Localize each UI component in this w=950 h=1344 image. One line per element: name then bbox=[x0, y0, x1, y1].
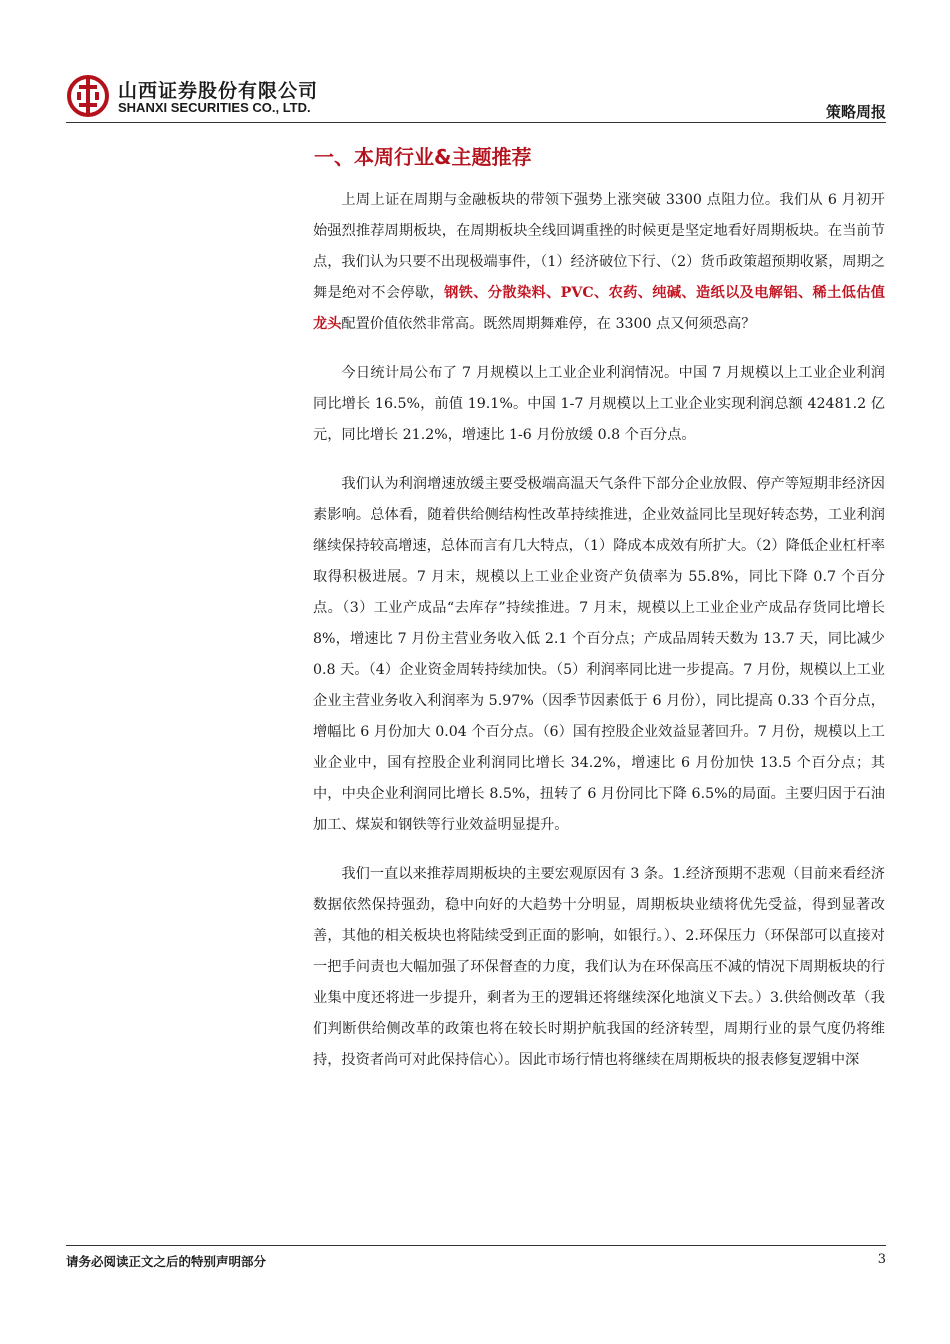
paragraph-4: 我们一直以来推荐周期板块的主要宏观原因有 3 条。1.经济预期不悲观（目前来看经济数据依然保持强劲，稳中向好的大趋势十分明显，周期板块业绩将优先受益，得到显著改善，其他的相关板块也将陆续受到正面的影响，如银行。）、2.环保压力（环保部可以直接对一把手问责也大幅加强了环保督查的力度，我们认为在环保高压不减的情况下周期板块的行业集中度还将进一步提升，剩者为王的逻辑还将继续深化地演义下去。）3.供给侧改革（我们判断供给侧改革的政策也将在较长时期护航我国的经济转型，周期行业的景气度仍将维持，投资者尚可对此保持信心）。因此市场行情也将继续在周期板块的报表修复逻辑中深 bbox=[313, 866, 885, 1068]
paragraph-3: 我们认为利润增速放缓主要受极端高温天气条件下部分企业放假、停产等短期非经济因素影响。总体看，随着供给侧结构性改革持续推进，企业效益同比呈现好转态势，工业利润继续保持较高增速，总体而言有几大特点，（1）降成本成效有所扩大。（2）降低企业杠杆率取得积极进展。7 月末，规模以上工业企业资产负债率为 55.8%，同比下降 0.7 个百分点。（3）工业产成品“去库存”持续推进。7 月末，规模以上工业企业产成品存货同比增长 8%，增速比 7 月份主营业务收入低 2.1 个百分点；产成品周转天数为 13.7 天，同比减少 0.8 天。（4）企业资金周转持续加快。（5）利润率同比进一步提高。7 月份，规模以上工业企业主营业务收入利润率为 5.97%（因季节因素低于 6 月份），同比提高 0.33 个百分点，增幅比 6 月份加大 0.04 个百分点。（6）国有控股企业效益显著回升。7 月份，规模以上工业企业中，国有控股企业利润同比增长 34.2%，增速比 6 月份加快 13.5 个百分点；其中，中央企业利润同比增长 8.5%，扭转了 6 月份同比下降 6.5%的局面。主要归因于石油加工、煤炭和钢铁等行业效益明显提升。 bbox=[313, 476, 885, 833]
page-number: 3 bbox=[877, 1252, 886, 1267]
paragraph-2: 今日统计局公布了 7 月规模以上工业企业利润情况。中国 7 月规模以上工业企业利润同比增长 16.5%，前值 19.1%。中国 1-7 月规模以上工业企业实现利润总额 42481.2 亿元，同比增长 21.2%，增速比 1-6 月份放缓 0.8 个百分点。 bbox=[313, 365, 885, 443]
company-name-en: SHANXI SECURITIES CO., LTD. bbox=[118, 100, 311, 115]
section-title: 一、本周行业&主题推荐 bbox=[314, 145, 532, 169]
report-type-label: 策略周报 bbox=[825, 103, 886, 121]
footer-divider bbox=[66, 1245, 886, 1246]
company-logo-icon bbox=[66, 74, 110, 118]
company-name-cn: 山西证券股份有限公司 bbox=[118, 80, 319, 102]
highlighted-sectors: 钢铁、分散染料、PVC、农药、纯碱、造纸以及电解铝、稀土低估值龙头 bbox=[313, 285, 885, 332]
paragraph-1-text-a: 上周上证在周期与金融板块的带领下强势上涨突破 3300 点阻力位。我们从 6 月初开始强烈推荐周期板块，在周期板块全线回调重挫的时候更是坚定地看好周期板块。在当前节点，我们认为只要不出现极端事件，（1）经济破位下行、（2）货币政策超预期收紧，周期之舞是绝对不会停歇， bbox=[313, 192, 885, 301]
header-divider bbox=[66, 122, 886, 123]
article-body bbox=[313, 185, 885, 1094]
paragraph-1 bbox=[313, 185, 885, 340]
page-header bbox=[66, 66, 886, 122]
paragraph-1-text-b: 配置价值依然非常高。既然周期舞难停，在 3300 点又何须恐高？ bbox=[341, 316, 756, 332]
disclaimer-note: 请务必阅读正文之后的特别声明部分 bbox=[66, 1254, 267, 1269]
